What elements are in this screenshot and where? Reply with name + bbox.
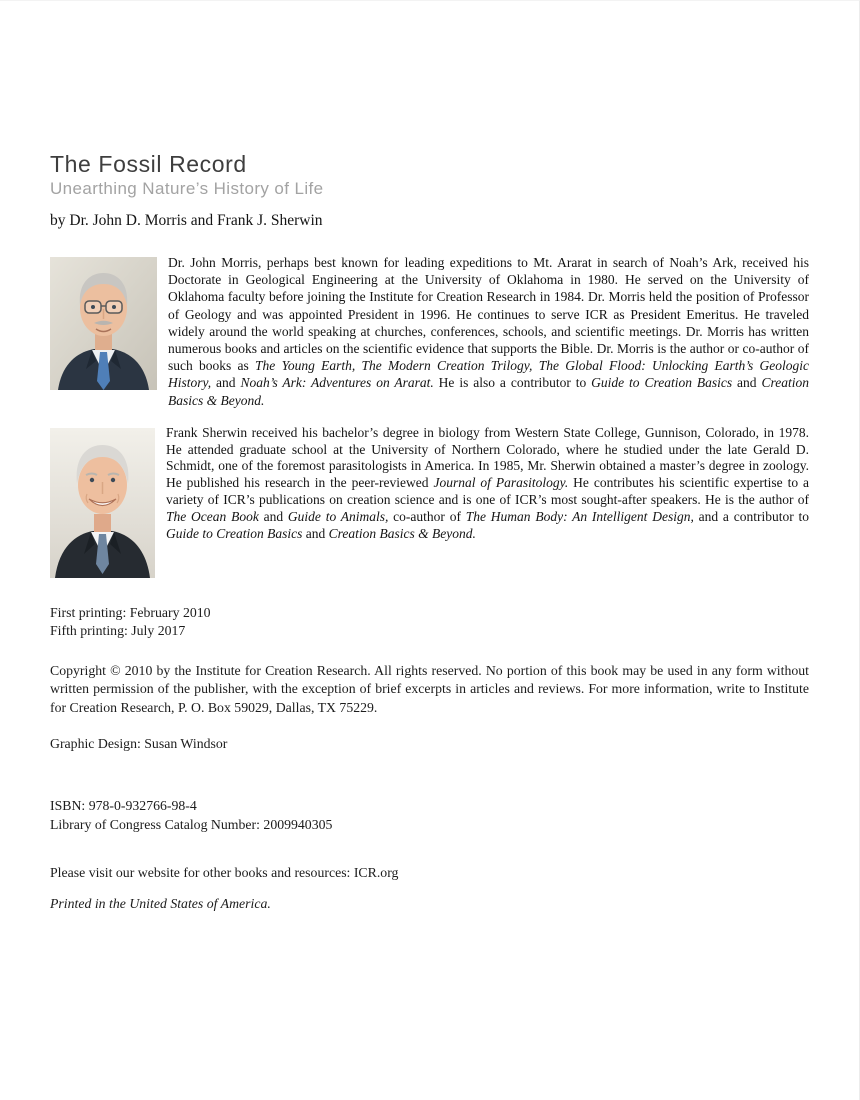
- frank-sherwin-bio-text: Frank Sherwin received his bachelor’s degree in biology from Western State College, Gunnison, Colorado, in 1978. He attended graduate school at the University of Northern Colorado, where he studied under the late Gerald D. Schmidt, one of the foremost parasitologists in America. In 1985, Mr. Sherwin obtained a master’s degree in zoology. He published his research in the peer-reviewed Journal of Parasitology. He contributes his scientific expertise to a variety of ICR’s publications on creation science and is one of ICR’s most sought-after speakers. He is the author of The Ocean Book and Guide to Animals, co-author of The Human Body: An Intelligent Design, and a contributor to Guide to Creation Basics and Creation Basics & Beyond.: [166, 424, 810, 541]
- printing-history: [50, 604, 809, 640]
- book-title: The Fossil Record: [50, 151, 247, 177]
- copyright-notice: Copyright © 2010 by the Institute for Creation Research. All rights reserved. No portion of this book may be used in any form without written permission of the publisher, with the exception of brief excerpts in articles and reviews. For more information, write to Institute for Creation Research, P. O. Box 59029, Dallas, TX 75229.: [50, 662, 809, 715]
- author-bio-john-morris: [50, 254, 809, 409]
- printed-in-statement: Printed in the United States of America.: [50, 896, 271, 912]
- author-bio-frank-sherwin: [50, 425, 809, 578]
- graphic-design-credit: Graphic Design: Susan Windsor: [50, 736, 228, 752]
- isbn-line: ISBN: 978-0-932766-98-4: [50, 798, 197, 814]
- library-of-congress-line: Library of Congress Catalog Number: 2009940305: [50, 816, 333, 832]
- book-subtitle: Unearthing Nature’s History of Life: [50, 179, 324, 198]
- byline: by Dr. John D. Morris and Frank J. Sherwin: [50, 212, 323, 229]
- john-morris-bio-text: Dr. John Morris, perhaps best known for leading expeditions to Mt. Ararat in search of Noah’s Ark, received his Doctorate in Geological Engineering at the University of Oklahoma in 1980. He served on the University of Oklahoma faculty before joining the Institute for Creation Research in 1984. Dr. Morris held the position of Professor of Geology and was appointed President in 1996. He continues to serve ICR as President Emeritus. He traveled widely around the world speaking at churches, conferences, schools, and scientific meetings. Dr. Morris has written numerous books and articles on the scientific evidence that supports the Bible. Dr. Morris is the author or co-author of such books as The Young Earth, The Modern Creation Trilogy, The Global Flood: Unlocking Earth’s Geologic History, and Noah’s Ark: Adventures on Ararat. He is also a contributor to Guide to Creation Basics and Creation Basics & Beyond.: [168, 255, 809, 408]
- website-note: Please visit our website for other books and resources: ICR.org: [50, 865, 399, 881]
- first-printing-line: First printing: February 2010: [50, 604, 211, 620]
- fifth-printing-line: Fifth printing: July 2017: [50, 622, 186, 638]
- frank-sherwin-portrait-image: [50, 428, 155, 578]
- john-morris-portrait: [50, 257, 157, 390]
- publication-identifiers: [50, 797, 809, 834]
- john-morris-portrait-image: [50, 257, 157, 390]
- frank-sherwin-portrait: [50, 428, 155, 578]
